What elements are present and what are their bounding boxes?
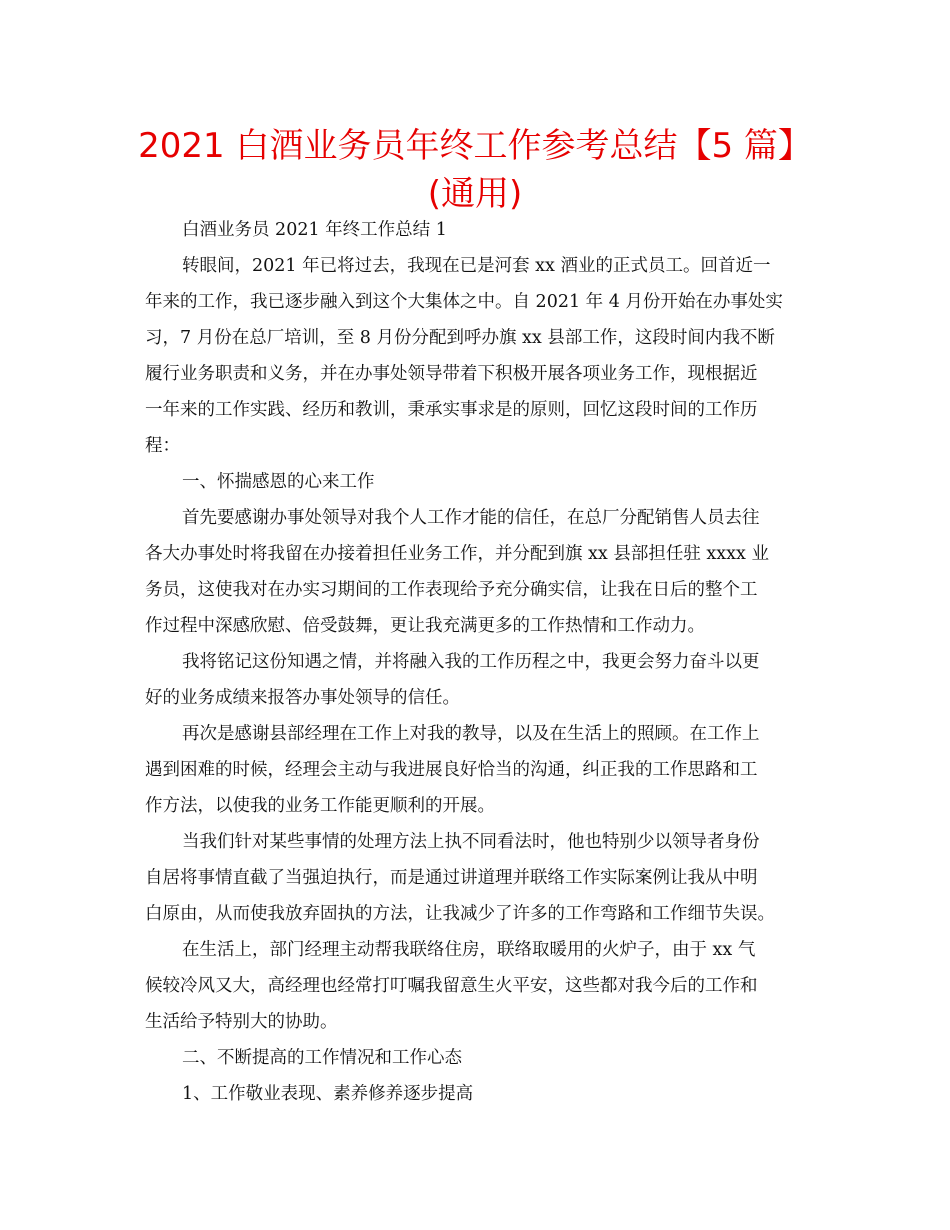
document-title-line-1: 2021 白酒业务员年终工作参考总结【5 篇】 [138,126,812,166]
paragraph-line: 自居将事情直截了当强迫执行，而是通过讲道理并联络工作实际案例让我从中明 [145,868,758,888]
paragraph-line: 遇到困难的时候，经理会主动与我进展良好恰当的沟通，纠正我的工作思路和工 [145,760,758,780]
section-heading: 一、怀揣感恩的心来工作 [182,472,375,492]
paragraph-line: 作过程中深感欣慰、倍受鼓舞，更让我充满更多的工作热情和工作动力。 [145,616,705,636]
paragraph-line: 习，7 月份在总厂培训，至 8 月份分配到呼办旗 xx 县部工作，这段时间内我不断 [145,328,775,348]
paragraph-line: 白原由，从而使我放弃固执的方法，让我减少了许多的工作弯路和工作细节失误。 [145,904,775,924]
paragraph-line: 当我们针对某些事情的处理方法上执不同看法时，他也特别少以领导者身份 [182,832,760,852]
paragraph-line: 履行业务职责和义务，并在办事处领导带着下积极开展各项业务工作，现根据近 [145,364,758,384]
paragraph-line: 在生活上，部门经理主动帮我联络住房，联络取暖用的火炉子，由于 xx 气 [182,940,756,960]
section-heading: 白酒业务员 2021 年终工作总结 1 [182,220,447,240]
section-heading: 二、不断提高的工作情况和工作心态 [182,1048,462,1068]
paragraph-line: 一年来的工作实践、经历和教训，秉承实事求是的原则，回忆这段时间的工作历 [145,400,758,420]
subsection-heading: 1、工作敬业表现、素养修养逐步提高 [182,1084,474,1104]
paragraph-line: 我将铭记这份知遇之情，并将融入我的工作历程之中，我更会努力奋斗以更 [182,652,760,672]
paragraph-line: 作方法，以使我的业务工作能更顺利的开展。 [145,796,495,816]
paragraph-line: 年来的工作，我已逐步融入到这个大集体之中。自 2021 年 4 月份开始在办事处实 [145,292,783,312]
document-title-line-2: (通用) [427,174,523,214]
paragraph-line: 生活给予特别大的协助。 [145,1012,338,1032]
paragraph-line: 首先要感谢办事处领导对我个人工作才能的信任，在总厂分配销售人员去往 [182,508,760,528]
document-body [145,212,805,1112]
paragraph-line: 好的业务成绩来报答办事处领导的信任。 [145,688,460,708]
paragraph-line: 候较冷风又大，高经理也经常打叮嘱我留意生火平安，这些都对我今后的工作和 [145,976,758,996]
paragraph-line: 务员，这使我对在办实习期间的工作表现给予充分确实信，让我在日后的整个工 [145,580,758,600]
paragraph-line: 各大办事处时将我留在办接着担任业务工作，并分配到旗 xx 县部担任驻 xxxx 业 [145,544,769,564]
paragraph-line: 转眼间，2021 年已将过去，我现在已是河套 xx 酒业的正式员工。回首近一 [182,256,771,276]
paragraph-line: 再次是感谢县部经理在工作上对我的教导，以及在生活上的照顾。在工作上 [182,724,760,744]
paragraph-line: 程： [145,436,180,456]
